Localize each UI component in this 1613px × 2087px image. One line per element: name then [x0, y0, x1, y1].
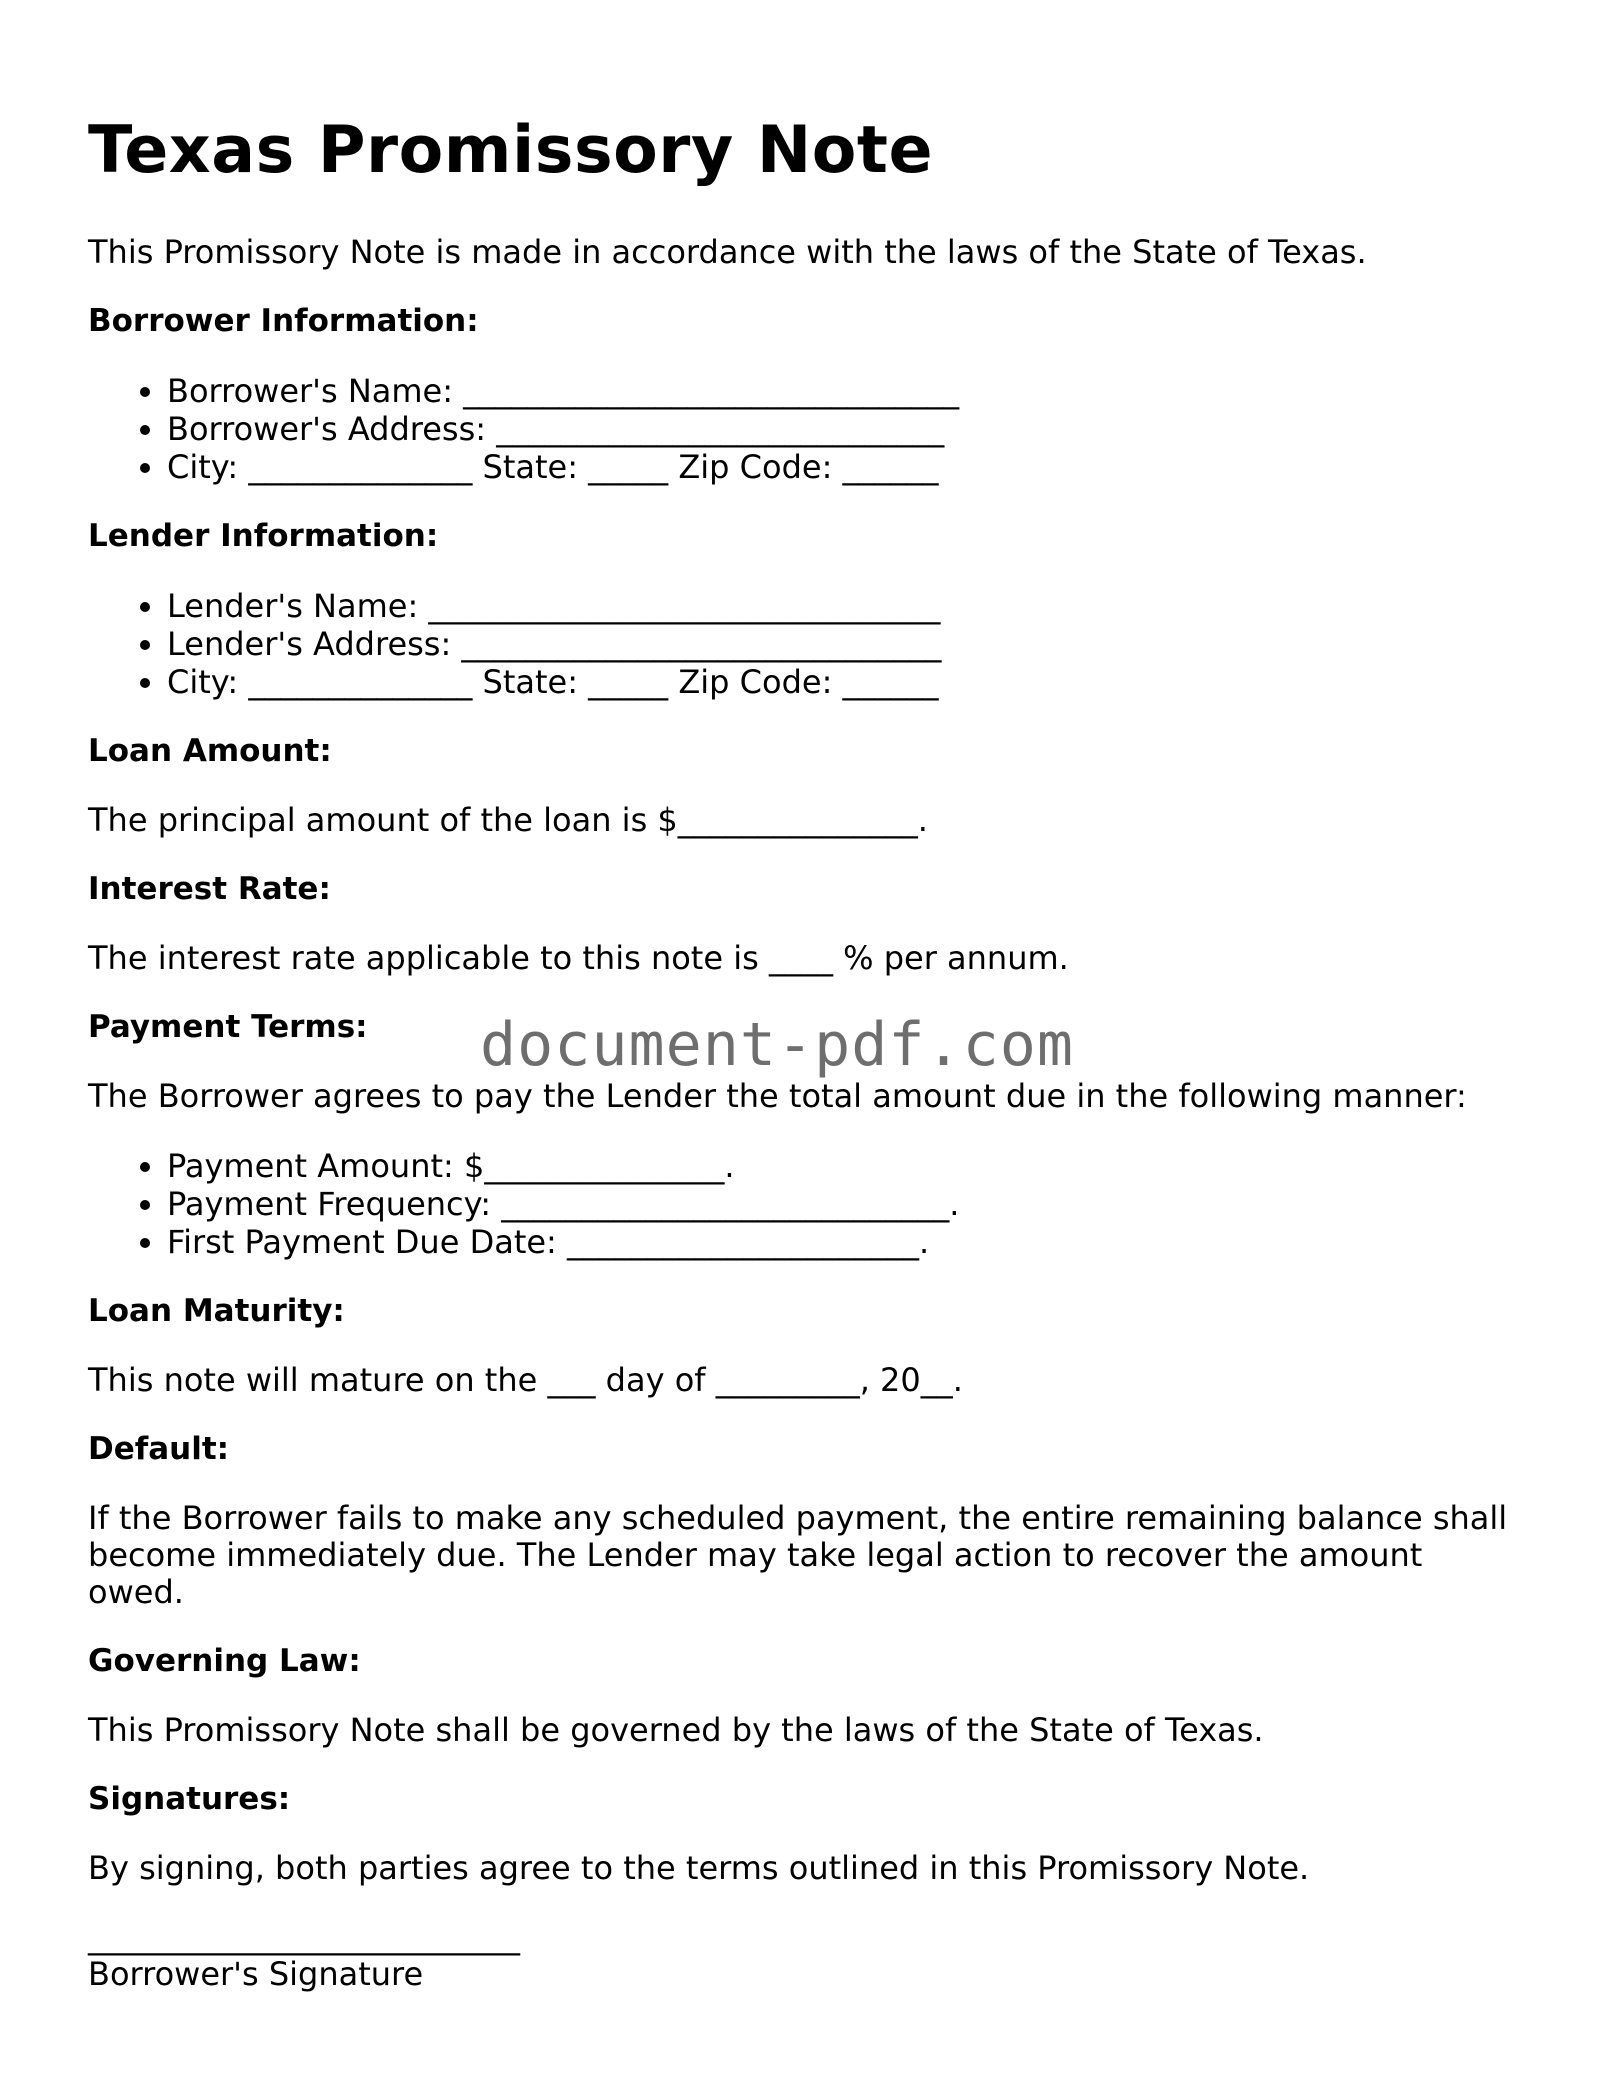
- governing-law-text: This Promissory Note shall be governed by the laws of the State of Texas.: [88, 1711, 1264, 1749]
- interest-rate-text: The interest rate applicable to this note is ____ % per annum.: [88, 939, 1069, 977]
- lender-heading: Lender Information:: [88, 518, 439, 554]
- interest-rate-heading: Interest Rate:: [88, 871, 331, 907]
- first-payment-due-date-field: • First Payment Due Date: ______________________.: [167, 1223, 1528, 1261]
- loan-maturity-heading: Loan Maturity:: [88, 1293, 345, 1329]
- signatures-text: By signing, both parties agree to the terms outlined in this Promissory Note.: [88, 1849, 1310, 1887]
- payment-frequency-field: • Payment Frequency: ____________________________.: [167, 1185, 1528, 1223]
- borrower-name-field: • Borrower's Name: _______________________________: [167, 372, 1528, 410]
- lender-list: [88, 587, 1528, 701]
- default-heading: Default:: [88, 1431, 230, 1467]
- lender-city-state-zip-field: • City: ______________ State: _____ Zip Code: ______: [167, 663, 1528, 701]
- payment-terms-list: [88, 1147, 1528, 1261]
- document-title: Texas Promissory Note: [88, 113, 934, 188]
- loan-amount-text: The principal amount of the loan is $_______________.: [88, 801, 928, 839]
- loan-maturity-text: This note will mature on the ___ day of _________, 20__.: [88, 1361, 963, 1399]
- default-text: If the Borrower fails to make any scheduled payment, the entire remaining balance shall become immediately due. The Lender may take legal action to recover the amount owed.: [88, 1499, 1508, 1611]
- borrower-city-state-zip-field: • City: ______________ State: _____ Zip Code: ______: [167, 448, 1528, 486]
- payment-amount-field: • Payment Amount: $_______________.: [167, 1147, 1528, 1185]
- payment-terms-heading: Payment Terms:: [88, 1009, 368, 1045]
- borrower-signature-label: Borrower's Signature: [88, 1955, 424, 1993]
- intro-text: This Promissory Note is made in accordance with the laws of the State of Texas.: [88, 233, 1367, 271]
- borrower-heading: Borrower Information:: [88, 303, 479, 339]
- lender-address-field: • Lender's Address: ______________________________: [167, 625, 1528, 663]
- loan-amount-heading: Loan Amount:: [88, 733, 332, 769]
- lender-name-field: • Lender's Name: ________________________________: [167, 587, 1528, 625]
- governing-law-heading: Governing Law:: [88, 1643, 361, 1679]
- signatures-heading: Signatures:: [88, 1781, 291, 1817]
- borrower-list: [88, 372, 1528, 486]
- watermark: document-pdf.com: [480, 1010, 1074, 1080]
- payment-terms-text: The Borrower agrees to pay the Lender the total amount due in the following manner:: [88, 1077, 1467, 1115]
- borrower-signature-line: ___________________________: [88, 1918, 520, 1956]
- borrower-address-field: • Borrower's Address: ____________________________: [167, 410, 1528, 448]
